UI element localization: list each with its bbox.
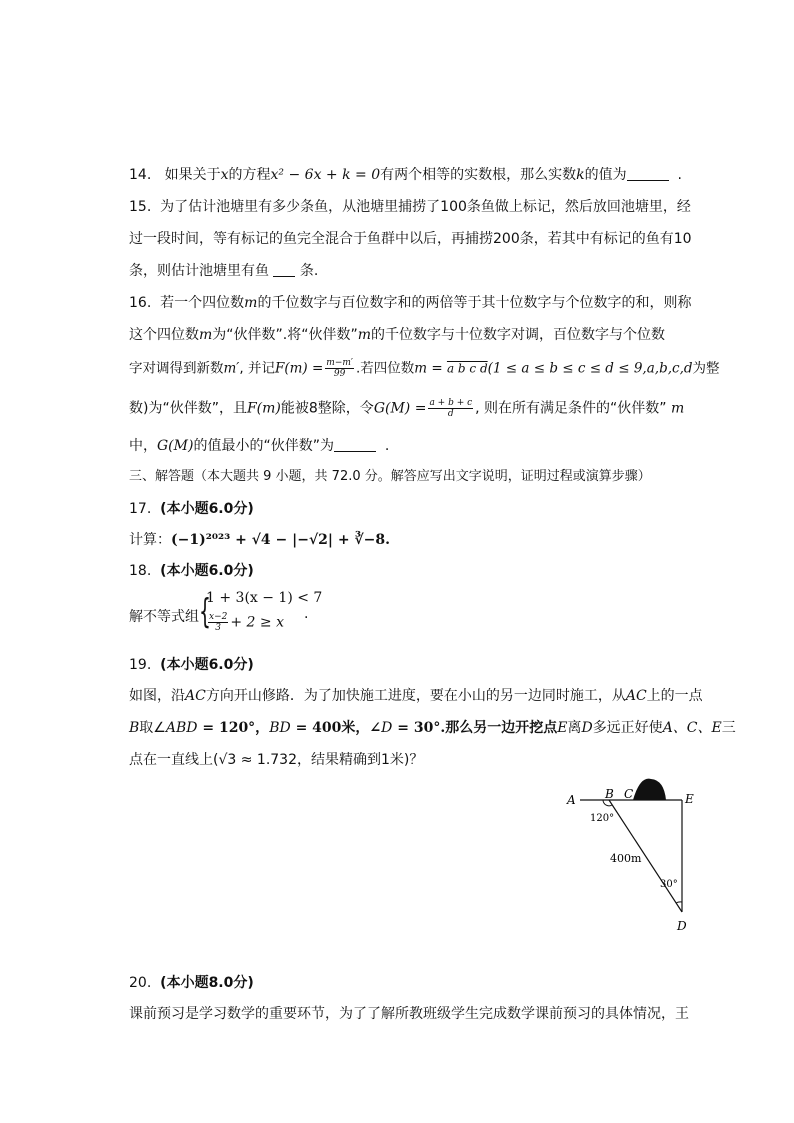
label-angle-120: 120° bbox=[590, 813, 615, 824]
fraction: $\frac{x-2}{3}$ bbox=[209, 612, 228, 633]
answer-blank[interactable] bbox=[334, 437, 376, 452]
question-20-line-1: 课前预习是学习数学的重要环节，为了了解所教班级学生完成数学课前预习的具体情况，王 bbox=[129, 1006, 689, 1022]
label-length-400: 400m bbox=[610, 852, 642, 865]
question-19-header: 19. (本小题6.0分) bbox=[129, 657, 254, 673]
question-16-line-5: 中，G(M)的值最小的“伙伴数”为 . bbox=[129, 438, 390, 454]
question-19-line-1: 如图，沿AC方向开山修路．为了加快施工进度，要在小山的另一边同时施工，从AC上的一点 bbox=[129, 688, 703, 704]
inequality-rows: 1 + 3(x − 1) < 7 $\frac{x-2}{3}$ + 2 ≥ x bbox=[206, 590, 323, 633]
question-17-body: 计算：(−1)²⁰²³ + √4 − |−√2| + ∛−8. bbox=[129, 532, 391, 548]
question-16-line-3: 字对调得到新数m′, 并记F(m) = $\frac{m-m'}{99}$ .若四位数m = a b c d(1 ≤ a ≤ b ≤ c ≤ d ≤ 9,a,b,c,d为整 bbox=[129, 358, 720, 379]
section-heading: 三、解答题（本大题共 9 小题，共 72.0 分。解答应写出文字说明，证明过程或演算步骤） bbox=[129, 469, 651, 484]
q17-expression: (−1)²⁰²³ + √4 − |−√2| + ∛−8. bbox=[171, 532, 391, 548]
label-b: B bbox=[605, 787, 614, 801]
exam-page: 14. 如果关于x的方程x² − 6x + k = 0有两个相等的实数根，那么实数k的值为 . 15. 为了估计池塘里有多少条鱼，从池塘里捕捞了100条鱼做上标记，然后放回池塘里，经 过一段时间，等有标记的鱼完全混合于鱼群中以后，再捕捞200条，若其中有标记的鱼有10 条，则估计池塘里有鱼 条. 16. 若一个四位数m的千位数字与百位数字和的两倍等于其十位数字与个位数字的和，则称 这个四位数m为“伙伴数”.将“伙伴数”m的千位数字与十位数字对调，百位数字与个位数 字对调得到新数m′, 并记F(m) = $\frac{m-m'}{99}$ .若四位数m = a b c d(1 ≤ a ≤ b ≤ c ≤ d ≤ 9,a,b,c,d为整 数)为“伙伴数”，且F(m)能被8整除，令G(M) = $\frac{a + b + c}{d}$ , 则在所有满足条件的“伙伴数” m 中，G(M)的值最小的“伙伴数”为 . 三、解答题（本大题共 9 小题，共 72.0 分。解答应写出文字说明，证明过程或演算步骤） 17. (本小题6.0分) 计算：(−1)²⁰²³ + √4 − |−√2| + ∛−8. 18. (本小题6.0分) 解不等式组 { 1 + 3(x − 1) < 7 $\frac{x-2}{3}$ + 2 ≥ x . 19. (本小题6.0分) 如图，沿AC方向开山修路．为了加快施工进度，要在小山的另一边同时施工，从AC上的一点 B取∠ABD = 120°，BD = 400米，∠D = 30°.那么另一边开挖点E离D多远正好使A、C、E三 点在一直线上(√3 ≈ 1.732，结果精确到1米)？ A B C E D 120° 400m 30° 20. (本小题8.0分) 课前预习是学习数学的重要环节，为了了解所教班级学生完成数学课前预习的具体情况，王 bbox=[129, 167, 736, 1022]
question-18-header: 18. (本小题6.0分) bbox=[129, 563, 254, 579]
question-16-line-2: 这个四位数m为“伙伴数”.将“伙伴数”m的千位数字与十位数字对调，百位数字与个位数 bbox=[129, 327, 666, 343]
question-17-header: 17. (本小题6.0分) bbox=[129, 501, 254, 517]
label-e: E bbox=[685, 792, 694, 806]
geometry-figure bbox=[560, 770, 710, 940]
fraction: $\frac{m-m'}{99}$ bbox=[326, 358, 353, 379]
brace-icon: { bbox=[199, 592, 211, 632]
question-16-line-4: 数)为“伙伴数”，且F(m)能被8整除，令G(M) = $\frac{a + b + c}{d}$ , 则在所有满足条件的“伙伴数” m bbox=[129, 398, 685, 419]
question-20-header: 20. (本小题8.0分) bbox=[129, 975, 254, 991]
question-19-line-3: 点在一直线上(√3 ≈ 1.732，结果精确到1米)？ bbox=[129, 752, 424, 768]
q14-equation: x² − 6x + k = 0 bbox=[270, 167, 381, 183]
label-angle-30: 30° bbox=[660, 879, 678, 890]
answer-blank[interactable] bbox=[273, 262, 295, 277]
hill-shape bbox=[633, 779, 666, 800]
label-d: D bbox=[677, 919, 687, 933]
question-16-line-1: 16. 若一个四位数m的千位数字与百位数字和的两倍等于其十位数字与个位数字的和，则称 bbox=[129, 295, 692, 311]
label-c: C bbox=[624, 787, 634, 801]
answer-blank[interactable] bbox=[627, 166, 669, 181]
q14-number: 14. bbox=[129, 167, 152, 183]
q15-number: 15. bbox=[129, 199, 152, 215]
q16-number: 16. bbox=[129, 295, 152, 311]
overlined-digits: a b c d bbox=[446, 361, 488, 376]
question-15-line-1: 15. 为了估计池塘里有多少条鱼，从池塘里捕捞了100条鱼做上标记，然后放回池塘里，经 bbox=[129, 199, 691, 215]
question-19-line-2: B取∠ABD = 120°，BD = 400米，∠D = 30°.那么另一边开挖点E离D多远正好使A、C、E三 bbox=[129, 720, 736, 736]
question-15-line-2: 过一段时间，等有标记的鱼完全混合于鱼群中以后，再捕捞200条，若其中有标记的鱼有10 bbox=[129, 231, 692, 247]
fraction: $\frac{a + b + c}{d}$ bbox=[429, 398, 473, 419]
question-15-line-3: 条，则估计池塘里有鱼 条. bbox=[129, 263, 319, 279]
label-a: A bbox=[567, 793, 576, 807]
angle-arc-d bbox=[676, 902, 682, 903]
question-14: 14. 如果关于x的方程x² − 6x + k = 0有两个相等的实数根，那么实数k的值为 . bbox=[129, 167, 682, 183]
